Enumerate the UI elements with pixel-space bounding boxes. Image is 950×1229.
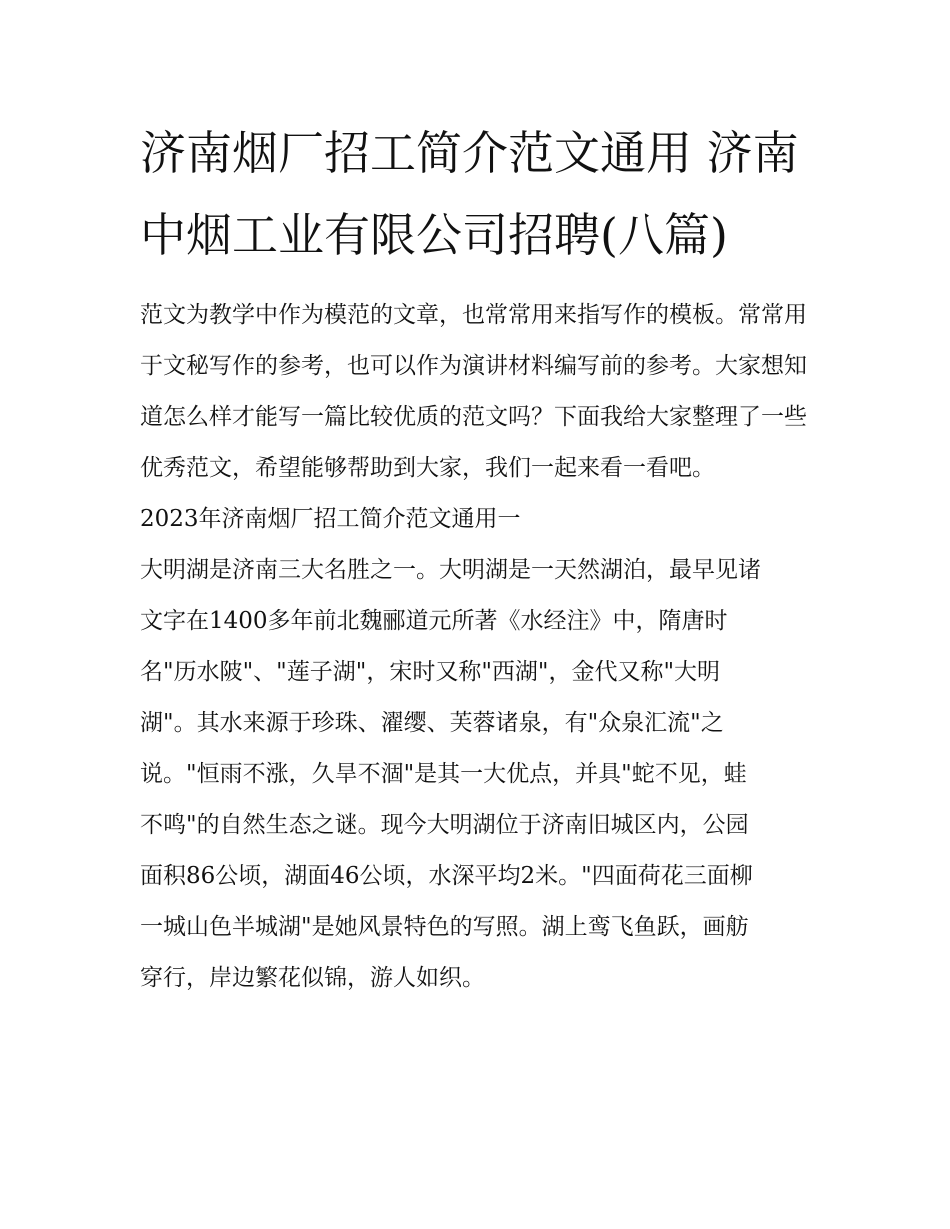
body-line: 名"历水陂"、"莲子湖"，宋时又称"西湖"，金代又称"大明 [140, 659, 721, 685]
body-line: 一城山色半城湖"是她风景特色的写照。湖上鸾飞鱼跃，画舫 [140, 914, 749, 940]
intro-paragraph: 范文为教学中作为模范的文章，也常常用来指写作的模板。常常用于文秘写作的参考，也可以作为演讲材料编写前的参考。大家想知道怎么样才能写一篇比较优质的范文吗？下面我给大家整理了一些优秀范文，希望能够帮助到大家，我们一起来看一看吧。 [140, 302, 807, 481]
document-page [140, 112, 812, 1004]
body-line: 面积86公顷，湖面46公顷，水深平均2米。"四面荷花三面柳 [140, 863, 753, 889]
section-heading: 2023年济南烟厂招工简介范文通用一 [140, 506, 521, 532]
body-line: 文字在1400多年前北魏郦道元所著《水经注》中，隋唐时 [140, 608, 728, 634]
body-line: 大明湖是济南三大名胜之一。大明湖是一天然湖泊，最早见诸 [140, 557, 761, 583]
document-title: 济南烟厂招工简介范文通用 济南中烟工业有限公司招聘(八篇) [140, 126, 799, 262]
body-line: 湖"。其水来源于珍珠、濯缨、芙蓉诸泉，有"众泉汇流"之 [140, 710, 724, 736]
body-line: 说。"恒雨不涨，久旱不涸"是其一大优点，并具"蛇不见，蛙 [140, 761, 747, 787]
body-line: 不鸣"的自然生态之谜。现今大明湖位于济南旧城区内，公园 [140, 812, 749, 838]
body-paragraph [140, 545, 812, 1004]
body-line: 穿行，岸边繁花似锦，游人如织。 [140, 965, 485, 991]
